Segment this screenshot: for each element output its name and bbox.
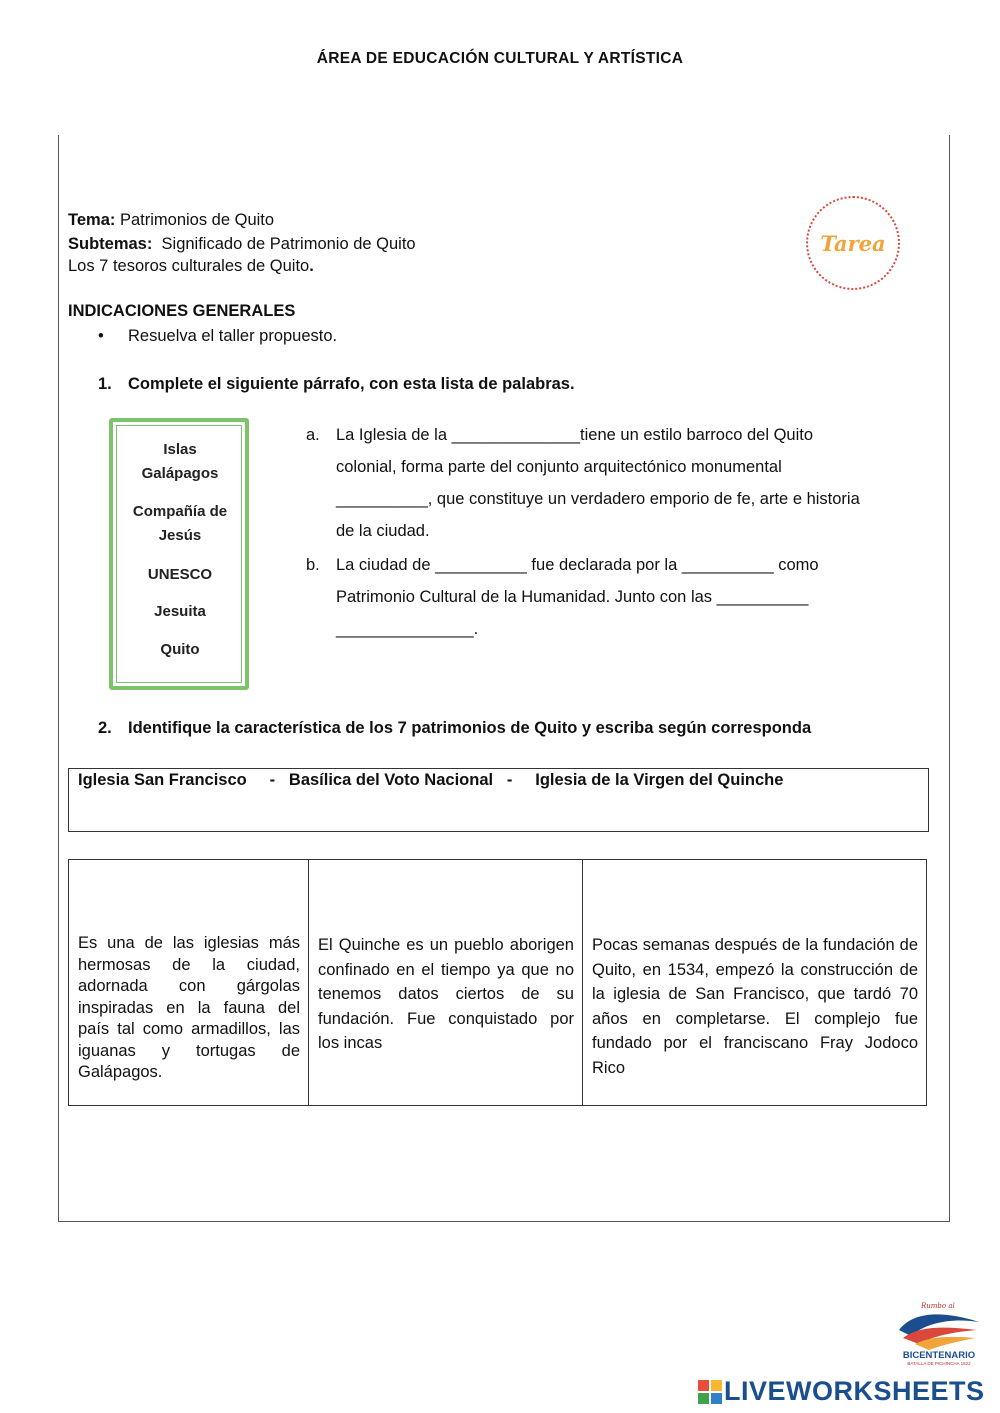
subtemas-line2-text: Los 7 tesoros culturales de Quito (68, 257, 310, 275)
characteristic-text-1: Es una de las iglesias más hermosas de la ciudad, adornada con gárgolas inspiradas en la fauna del país tal como armadillos, las iguanas y tortugas de Galápagos. (78, 934, 300, 1081)
characteristic-cell-2 (309, 860, 583, 1105)
patrimonios-names-box (68, 768, 929, 832)
question-1-text: Complete el siguiente párrafo, con esta lista de palabras. (128, 375, 575, 393)
patrimonios-names-line: Iglesia San Francisco - Basílica del Voto Nacional - Iglesia de la Virgen del Quinche (78, 771, 784, 789)
question-2-number: 2. (98, 719, 112, 737)
word-jesus: Jesús (158, 527, 202, 544)
paragraph-a-line-4: de la ciudad. (336, 522, 430, 540)
paragraph-b-line-1: La ciudad de __________ fue declarada por la __________ como (336, 556, 819, 574)
logo-sub-text: BATALLA DE PICHINCHA 1822 (907, 1361, 971, 1366)
page-header-title: ÁREA DE EDUCACIÓN CULTURAL Y ARTÍSTICA (316, 50, 684, 67)
paragraph-b-line-2: Patrimonio Cultural de la Humanidad. Junto con las __________ (336, 588, 809, 606)
question-1-heading (98, 375, 575, 394)
bullet-text: Resuelva el taller propuesto. (128, 327, 338, 345)
word-quito: Quito (160, 641, 200, 658)
paragraph-b-label: b. (306, 556, 320, 574)
characteristic-text-2: El Quinche es un pueblo aborigen confinado en el tiempo ya que no tenemos datos ciertos de su fundación. Fue conquistado por los incas (318, 936, 574, 1052)
bicentenario-logo (893, 1300, 985, 1366)
paragraph-a (0, 419, 1000, 551)
paragraph-b (0, 549, 1000, 649)
tema-value: Patrimonios de Quito (119, 211, 275, 229)
characteristic-cell-3 (583, 860, 926, 1105)
subtemas-line-2 (68, 255, 314, 277)
word-unesco: UNESCO (147, 566, 213, 583)
paragraph-a-line-3: __________, que constituye un verdadero emporio de fe, arte e historia (336, 490, 860, 508)
liveworksheets-brand: LIVEWORKSHEETS (724, 1376, 985, 1406)
word-islas: Islas (163, 441, 197, 458)
question-2-heading (98, 719, 811, 738)
characteristic-text-3: Pocas semanas después de la fundación de Quito, en 1534, empezó la construcción de la iglesia de San Francisco, que tardó 70 años en completarse. El complejo fue fundado por el franciscano Fray Jodoco Rico (592, 936, 918, 1077)
logo-main-text: BICENTENARIO (902, 1350, 976, 1361)
indicaciones-title: INDICACIONES GENERALES (68, 302, 296, 320)
subtemas-line2-period: . (309, 257, 314, 275)
paragraph-a-line-2: colonial, forma parte del conjunto arquitectónico monumental (336, 458, 782, 476)
subtemas-value: Significado de Patrimonio de Quito (161, 235, 416, 253)
subtemas-line (68, 233, 416, 255)
paragraph-a-label: a. (306, 426, 320, 444)
question-1-number: 1. (98, 375, 112, 393)
question-2-text: Identifique la característica de los 7 patrimonios de Quito y escriba según corresponda (128, 719, 812, 737)
characteristics-table (68, 859, 927, 1106)
tarea-stamp (806, 196, 900, 290)
logo-script-text: Rumbo al (921, 1302, 955, 1310)
characteristic-cell-1 (69, 860, 309, 1105)
paragraph-b-line-3: _______________. (336, 620, 479, 638)
bullet-dot-icon: • (98, 327, 104, 345)
tema-line (68, 209, 274, 231)
instruction-bullet (98, 327, 337, 346)
liveworksheets-badge-icon (698, 1380, 722, 1404)
word-jesuita: Jesuita (154, 603, 206, 620)
word-galapagos: Galápagos (141, 465, 219, 482)
subtemas-label: Subtemas: (68, 235, 153, 253)
tarea-stamp-text: Tarea (820, 231, 886, 256)
paragraph-a-line-1: La Iglesia de la ______________tiene un estilo barroco del Quito (336, 426, 814, 444)
tema-label: Tema: (68, 211, 116, 229)
word-compania-de: Compañía de (132, 503, 228, 520)
